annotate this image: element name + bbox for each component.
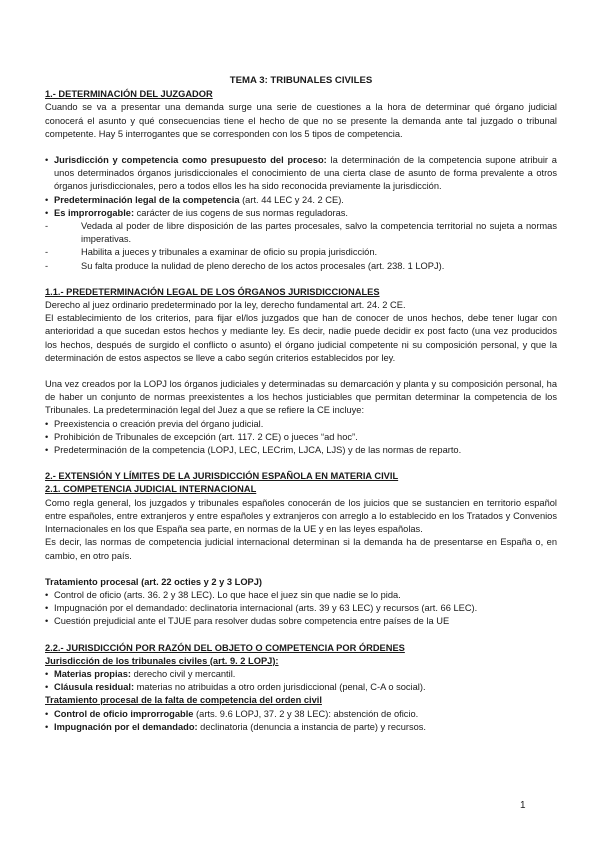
section-2-2-heading: 2.2.- JURISDICCIÓN POR RAZÓN DEL OBJETO O COMPETENCIA POR ÓRDENES — [45, 642, 405, 653]
section-2-heading: 2.- EXTENSIÓN Y LÍMITES DE LA JURISDICCIÓN ESPAÑOLA EN MATERIA CIVIL — [45, 471, 399, 482]
paragraph: El establecimiento de los criterios, para fijar el/los juzgados que han de conocer de unos hechos, debe tener lugar con anterioridad a que sucedan estos hechos y mediante ley. Es decir, nadie puede decidir ex post facto (una vez producidos los hechos, después de surgido el conflicto o asunto) el órgano judicial competente ni su composición personal, y que la determinación de estos aspectos se lleve a cabo según criterios establecidos por ley. — [45, 313, 557, 363]
bullet-icon: • — [45, 682, 49, 693]
list-item: • Cuestión prejudicial ante el TJUE para resolver dudas sobre competencia entre países de la UE — [45, 615, 557, 628]
bullet-icon: • — [45, 708, 49, 719]
list-item: • Control de oficio (arts. 36. 2 y 38 LEC). Lo que hace el juez sin que nadie se lo pida. — [45, 589, 557, 602]
page-number: 1 — [520, 800, 526, 811]
section-1-heading: 1.- DETERMINACIÓN DEL JUZGADOR — [45, 89, 213, 100]
bullet-icon: • — [45, 616, 49, 627]
bullet-icon: • — [45, 445, 49, 456]
bullet-icon: • — [45, 207, 49, 218]
list-item: • Control de oficio improrrogable (arts. 9.6 LOPJ, 37. 2 y 38 LEC): abstención de oficio. — [45, 708, 557, 721]
list-item: • Impugnación por el demandado: declinatoria internacional (arts. 39 y 63 LEC) y recursos (art. 66 LEC). — [45, 602, 557, 615]
paragraph: Una vez creados por la LOPJ los órganos judiciales y determinadas su demarcación y planta y su composición personal, ha de haber un conjunto de normas preexistentes a los hechos justiciables que permitan determinar la competencia de los Tribunales. La predeterminación legal del Juez a que se refiere la CE incluye: — [45, 379, 557, 416]
document-page — [45, 74, 557, 734]
list-item: • Jurisdicción y competencia como presupuesto del proceso: la determinación de la competencia supone atribuir a unos determinados órganos jurisdiccionales el conocimiento de una cierta clase de asunto de forma prevalente a otros órganos jurisdiccionales, pero a todos ellos les ha sido reconocida previamente la jurisdicción. — [45, 154, 557, 194]
section-1-1-heading: 1.1.- PREDETERMINACIÓN LEGAL DE LOS ÓRGANOS JURISDICCIONALES — [45, 286, 380, 297]
list-item: • Predeterminación de la competencia (LOPJ, LEC, LECrim, LJCA, LJS) y de las normas de reparto. — [45, 444, 557, 457]
document-title: TEMA 3: TRIBUNALES CIVILES — [229, 75, 373, 86]
dash-icon: - — [45, 247, 49, 258]
dash-icon: - — [45, 260, 49, 271]
bullet-icon: • — [45, 431, 49, 442]
list-item: • Impugnación por el demandado: declinatoria (denuncia a instancia de parte) y recursos. — [45, 721, 557, 734]
list-item: • Preexistencia o creación previa del órgano judicial. — [45, 418, 557, 431]
bullet-icon: • — [45, 418, 49, 429]
bullet-icon: • — [45, 194, 49, 205]
paragraph: Derecho al juez ordinario predeterminado por la ley, derecho fundamental art. 24. 2 CE. — [45, 300, 406, 311]
list-item: • Materias propias: derecho civil y mercantil. — [45, 668, 557, 681]
list-item: • Es improrrogable: carácter de ius cogens de sus normas reguladoras. — [45, 207, 557, 220]
bullet-icon: • — [45, 589, 49, 600]
bullet-icon: • — [45, 721, 49, 732]
bullet-icon: • — [45, 155, 49, 166]
bullet-icon: • — [45, 603, 49, 614]
paragraph: Es decir, las normas de competencia judicial internacional determinan si la demanda ha de presentarse en España o, en cambio, en otro país. — [45, 537, 557, 561]
dash-icon: - — [45, 221, 49, 232]
list-item: • Cláusula residual: materias no atribuidas a otro orden jurisdiccional (penal, C-A o social). — [45, 681, 557, 694]
list-item: • Prohibición de Tribunales de excepción (art. 117. 2 CE) o jueces “ad hoc”. — [45, 431, 557, 444]
list-item: - Su falta produce la nulidad de pleno derecho de los actos procesales (art. 238. 1 LOPJ). — [45, 260, 557, 273]
list-item: - Habilita a jueces y tribunales a examinar de oficio su propia jurisdicción. — [45, 246, 557, 259]
section-2-1-heading: 2.1. COMPETENCIA JUDICIAL INTERNACIONAL — [45, 484, 257, 495]
bullet-icon: • — [45, 668, 49, 679]
list-item: - Vedada al poder de libre disposición de las partes procesales, salvo la competencia territorial no sujeta a normas imperativas. — [45, 220, 557, 246]
paragraph: Como regla general, los juzgados y tribunales españoles conocerán de los juicios que se sustancien en territorio español entre españoles, entre extranjeros y entre españoles y extranjeros con arreglo a lo establecido en los Tratados y Convenios Internacionales en los que España sea parte, en normas de la UE y en las leyes españolas. — [45, 497, 557, 535]
section-1-intro: Cuando se va a presentar una demanda surge una serie de cuestiones a la hora de determinar qué órgano judicial conocerá el asunto y qué consecuencias tiene el hecho de que no se presente la demanda ante tal juzgado o tribunal competente. Hay 5 interrogantes que se corresponden con los 5 tipos de competencia. — [45, 102, 557, 139]
procedural-treatment-heading: Tratamiento procesal (art. 22 octies y 2 y 3 LOPJ) — [45, 576, 263, 587]
subheading-underlined: Jurisdicción de los tribunales civiles (art. 9. 2 LOPJ): — [45, 655, 279, 666]
list-item: • Predeterminación legal de la competencia (art. 44 LEC y 24. 2 CE). — [45, 194, 557, 207]
subheading-underlined: Tratamiento procesal de la falta de competencia del orden civil — [45, 695, 322, 706]
